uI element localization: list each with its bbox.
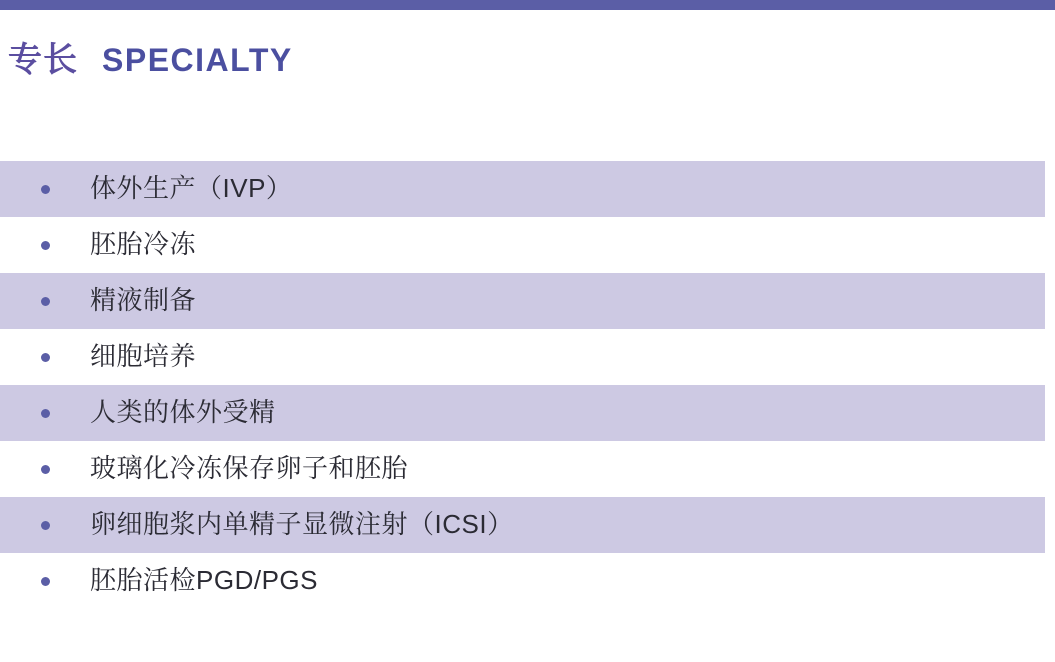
bullet-cell bbox=[0, 465, 90, 474]
list-item bbox=[0, 385, 1045, 441]
list-item bbox=[0, 161, 1045, 217]
bullet-cell bbox=[0, 297, 90, 306]
list-item-label: 人类的体外受精 bbox=[90, 397, 276, 428]
list-item bbox=[0, 553, 1045, 609]
bullet-cell bbox=[0, 577, 90, 586]
page-title-english: SPECIALTY bbox=[102, 42, 293, 78]
list-item bbox=[0, 497, 1045, 553]
list-item-label: 胚胎活检PGD/PGS bbox=[90, 565, 318, 596]
list-item bbox=[0, 217, 1045, 273]
bullet-dot-icon bbox=[41, 297, 50, 306]
list-item-label: 细胞培养 bbox=[90, 341, 197, 372]
bullet-dot-icon bbox=[41, 185, 50, 194]
specialty-list bbox=[0, 161, 1045, 609]
top-accent-rule bbox=[0, 0, 1055, 10]
bullet-dot-icon bbox=[41, 353, 50, 362]
list-item bbox=[0, 441, 1045, 497]
bullet-dot-icon bbox=[41, 241, 50, 250]
list-item bbox=[0, 329, 1045, 385]
bullet-cell bbox=[0, 353, 90, 362]
bullet-cell bbox=[0, 521, 90, 530]
list-item-label: 玻璃化冷冻保存卵子和胚胎 bbox=[90, 453, 409, 484]
list-item bbox=[0, 273, 1045, 329]
bullet-cell bbox=[0, 185, 90, 194]
bullet-dot-icon bbox=[41, 521, 50, 530]
bullet-dot-icon bbox=[41, 465, 50, 474]
page-title-chinese: 专长 bbox=[8, 41, 78, 79]
list-item-label: 体外生产（IVP） bbox=[90, 173, 293, 204]
bullet-cell bbox=[0, 409, 90, 418]
list-item-label: 卵细胞浆内单精子显微注射（ICSI） bbox=[90, 509, 514, 540]
bullet-dot-icon bbox=[41, 409, 50, 418]
list-item-label: 精液制备 bbox=[90, 285, 197, 316]
bullet-cell bbox=[0, 241, 90, 250]
bullet-dot-icon bbox=[41, 577, 50, 586]
list-item-label: 胚胎冷冻 bbox=[90, 229, 197, 260]
page-title bbox=[8, 32, 293, 81]
